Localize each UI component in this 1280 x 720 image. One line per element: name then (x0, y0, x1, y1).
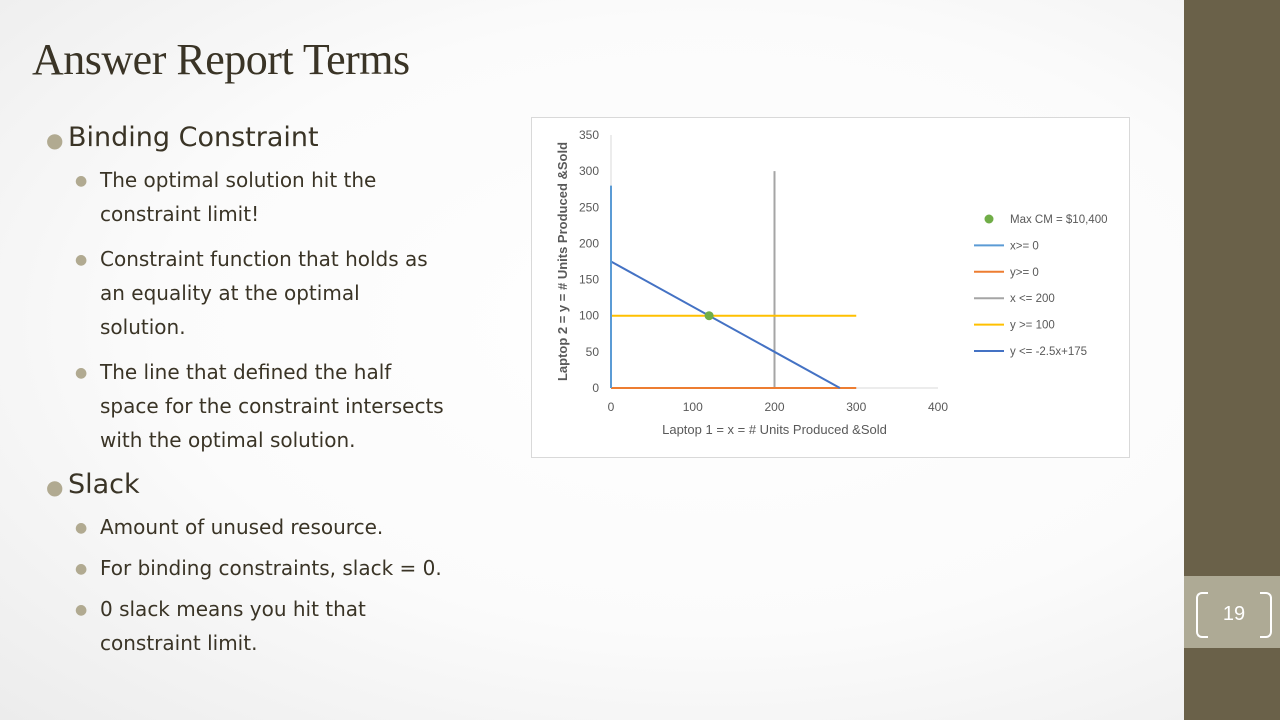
sub-bullet-line: 0 slack means you hit that (100, 597, 366, 621)
sub-bullet (46, 592, 516, 660)
bullet-binding-constraint (46, 122, 516, 153)
sub-bullet-line: The line that defined the half (100, 360, 392, 384)
y-tick-label: 250 (578, 200, 599, 215)
legend-marker (985, 215, 994, 224)
bullet-heading: Slack (68, 469, 140, 500)
x-tick-label: 100 (682, 400, 703, 414)
legend-label: Max CM = $10,400 (1010, 214, 1108, 226)
sub-bullet-line: space for the constraint intersects (100, 394, 444, 418)
series-line (611, 262, 840, 389)
page-number-text: 19 (1222, 603, 1246, 625)
x-tick-label: 400 (927, 400, 949, 414)
y-tick-label: 0 (592, 381, 599, 395)
y-tick-label: 350 (578, 128, 599, 142)
bullet-list (46, 122, 516, 660)
chart-frame (531, 117, 1130, 458)
sub-bullet (46, 242, 516, 344)
bullet-heading: Binding Constraint (68, 122, 319, 153)
sub-bullet (46, 163, 516, 231)
sub-bullet-line: Amount of unused resource. (100, 515, 384, 539)
legend-label: x <= 200 (1010, 293, 1055, 306)
series-point (705, 311, 714, 320)
x-tick-label: 200 (764, 400, 785, 414)
y-tick-label: 150 (578, 272, 599, 287)
y-tick-label: 200 (578, 236, 599, 251)
sub-bullet-line: The optimal solution hit the (100, 168, 377, 192)
left-bracket-icon (1196, 592, 1208, 638)
x-tick-label: 300 (846, 400, 867, 414)
bullet-dot-icon: ● (75, 561, 88, 577)
y-tick-label: 100 (578, 308, 599, 323)
slide-title: Answer Report Terms (32, 35, 410, 84)
sub-bullet-line: constraint limit! (100, 202, 260, 226)
sub-bullet-line: with the optimal solution. (100, 428, 356, 452)
y-tick-label: 50 (585, 344, 599, 359)
right-bracket-icon (1260, 592, 1272, 638)
legend-label: y >= 100 (1010, 319, 1055, 332)
legend-label: y>= 0 (1010, 266, 1039, 279)
legend-label: x>= 0 (1010, 240, 1039, 253)
sub-bullet-line: Constraint function that holds as (100, 247, 428, 271)
sub-bullet (46, 510, 516, 544)
sub-bullet-line: an equality at the optimal (100, 281, 360, 305)
sub-bullet (46, 551, 516, 585)
y-tick-label: 300 (578, 164, 599, 179)
sub-bullet-line: solution. (100, 315, 186, 339)
y-axis-title: Laptop 2 = y = # Units Produced &Sold (555, 141, 570, 382)
bullet-dot-icon: ● (75, 252, 88, 268)
bullet-dot-icon: ● (75, 173, 88, 189)
bullet-dot-icon: ● (75, 602, 88, 618)
sub-bullet-line: For binding constraints, slack = 0. (100, 556, 442, 580)
bullet-dot-icon: ● (75, 520, 88, 536)
x-axis-title: Laptop 1 = x = # Units Produced &Sold (662, 422, 887, 437)
legend-label: y <= -2.5x+175 (1010, 346, 1088, 358)
page-number (1196, 592, 1272, 636)
constraint-chart (532, 118, 1129, 457)
bullet-slack (46, 469, 516, 500)
x-tick-label: 0 (607, 400, 615, 414)
bullet-dot-icon: ● (46, 475, 64, 499)
sub-bullet-line: constraint limit. (100, 631, 258, 655)
sub-bullet (46, 355, 516, 457)
bullet-dot-icon: ● (46, 128, 64, 152)
bullet-dot-icon: ● (75, 365, 88, 381)
